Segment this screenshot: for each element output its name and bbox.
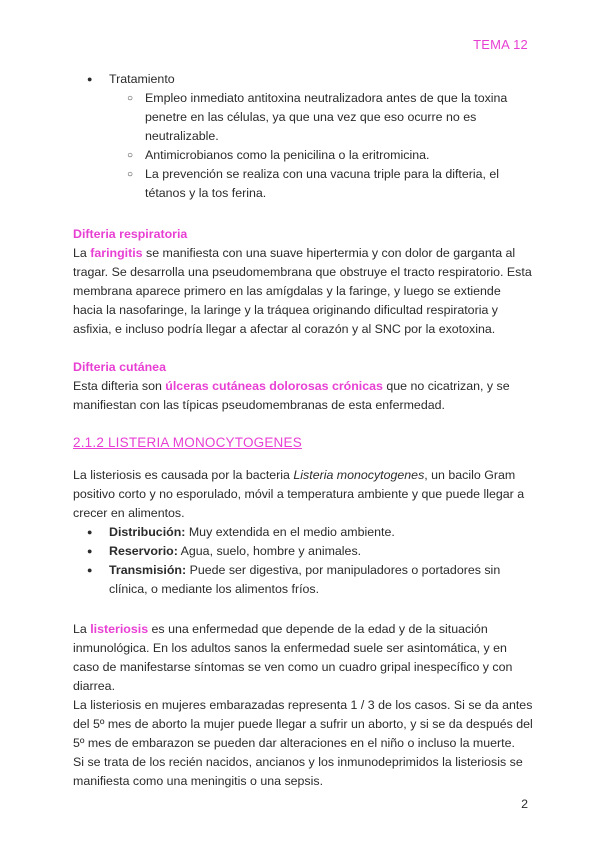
paragraph-difteria-cutanea: Esta difteria son úlceras cutáneas dolorosas crónicas que no cicatrizan, y se manifiestan con las típicas pseudomembranas de esta enfermedad.: [73, 379, 510, 412]
list-item: [73, 70, 533, 203]
list-item: ○ Antimicrobianos como la penicilina o la eritromicina.: [73, 146, 533, 165]
list-item: ○ Empleo inmediato antitoxina neutralizadora antes de que la toxina penetre en las células, ya que una vez que eso ocurre no es neutralizable.: [73, 89, 533, 146]
highlight-term: listeriosis: [90, 622, 149, 636]
list-item: ○ La prevención se realiza con una vacuna triple para la difteria, el tétanos y la tos ferina.: [73, 165, 533, 203]
section-title-difteria-respiratoria: Difteria respiratoria: [73, 227, 188, 241]
page-number: 2: [521, 797, 528, 811]
paragraph-recien-nacidos: Si se trata de los recién nacidos, ancianos y los inmunodeprimidos la listeriosis se manifiesta como una meningitis o una sepsis.: [73, 755, 523, 788]
list-item: ● Transmisión: Puede ser digestiva, por manipuladores o portadores sin clínica, o mediante los alimentos fríos.: [73, 561, 533, 599]
header-topic: TEMA 12: [473, 37, 528, 52]
section-heading-listeria: 2.1.2 LISTERIA MONOCYTOGENES: [73, 435, 302, 450]
paragraph-difteria-respiratoria: La faringitis se manifiesta con una suave hipertermia y con dolor de garganta al tragar. Se desarrolla una pseudomembrana que obstruye el tracto respiratorio. Esta membrana aparece primero en las amígdalas y la faringe, y luego se extiende hacia la nasofaringe, la laringe y la tráquea originando dificultad respiratoria y asfixia, e incluso podría llegar a afectar al corazón y al SNC por la exotoxina.: [73, 246, 532, 336]
listeria-facts-list: [73, 523, 533, 599]
list-item: ● Reservorio: Agua, suelo, hombre y animales.: [73, 542, 533, 561]
treatment-label: Tratamiento: [109, 72, 175, 86]
paragraph-listeria-intro: La listeriosis es causada por la bacteria Listeria monocytogenes, un bacilo Gram positivo corto y no esporulado, móvil a temperatura ambiente y que puede llegar a crecer en alimentos.: [73, 468, 525, 520]
species-name: Listeria monocytogenes: [293, 468, 425, 482]
treatment-list: [73, 70, 533, 203]
document-body: [73, 70, 533, 791]
treatment-sublist: [73, 89, 533, 203]
paragraph-embarazadas: La listeriosis en mujeres embarazadas representa 1 / 3 de los casos. Si se da antes del 5º mes de aborto la mujer puede llegar a sufrir un aborto, y si se da después del 5º mes de embarazon se pueden dar alteraciones en el niño o incluso la muerte.: [73, 698, 533, 750]
paragraph-listeriosis: La listeriosis es una enfermedad que depende de la edad y de la situación inmunológica. En los adultos sanos la enfermedad suele ser asintomática, y en caso de manifestarse síntomas se ven como un cuadro gripal inespecífico y con diarrea.: [73, 622, 513, 693]
highlight-term: úlceras cutáneas dolorosas crónicas: [165, 379, 383, 393]
highlight-term: faringitis: [90, 246, 143, 260]
section-title-difteria-cutanea: Difteria cutánea: [73, 360, 166, 374]
list-item: ● Distribución: Muy extendida en el medio ambiente.: [73, 523, 533, 542]
